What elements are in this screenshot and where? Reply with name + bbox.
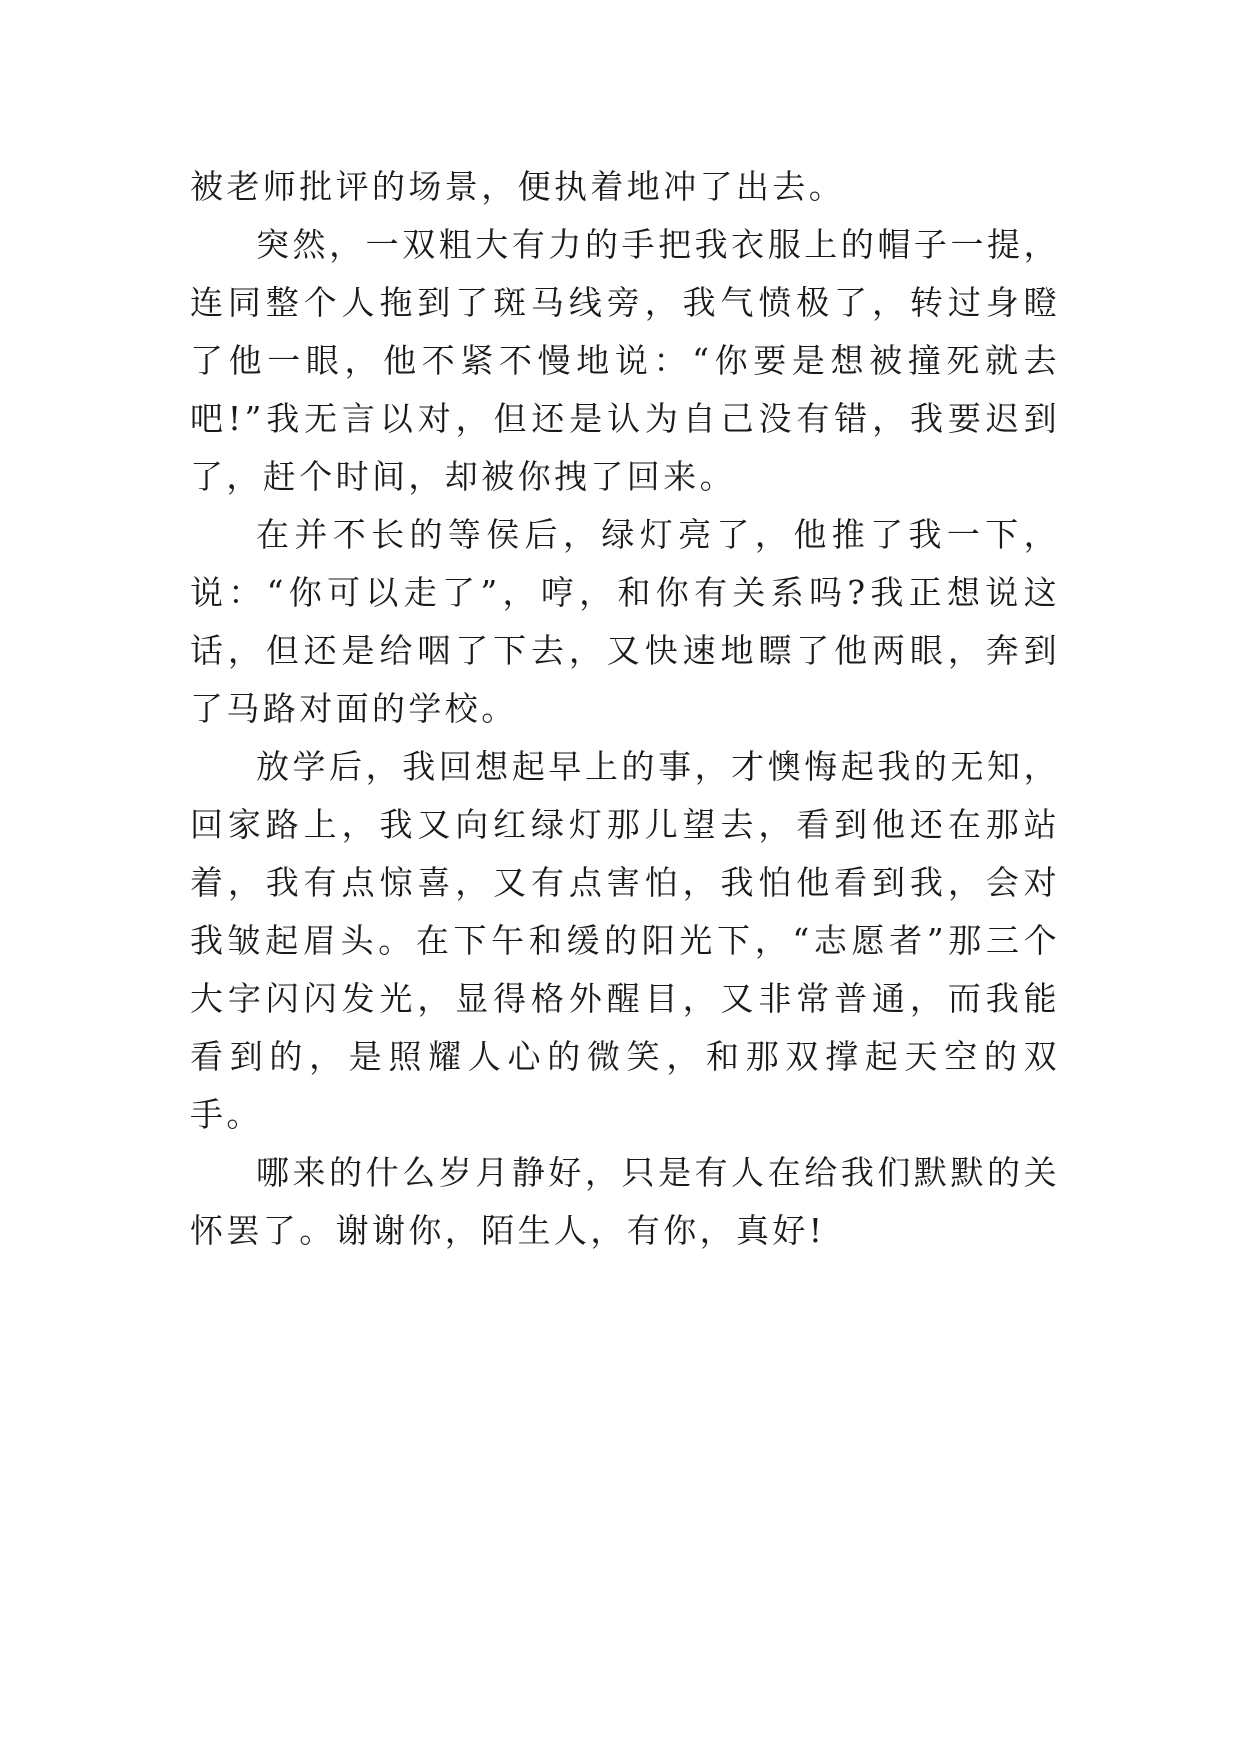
paragraph-1: 被老师批评的场景，便执着地冲了出去。 [190, 167, 846, 206]
paragraph-2: 突然，一双粗大有力的手把我衣服上的帽子一提，连同整个人拖到了斑马线旁，我气愤极了，转过身瞪了他一眼，他不紧不慢地说：“你要是想被撞死就去吧!”我无言以对，但还是认为自己没有错，我要迟到了，赶个时间，却被你拽了回来。 [190, 225, 1060, 496]
paragraph-3: 在并不长的等侯后，绿灯亮了，他推了我一下，说：“你可以走了”，哼，和你有关系吗?我正想说这话，但还是给咽了下去，又快速地瞟了他两眼，奔到了马路对面的学校。 [190, 515, 1060, 728]
paragraph-4: 放学后，我回想起早上的事，才懊悔起我的无知，回家路上，我又向红绿灯那儿望去，看到他还在那站着，我有点惊喜，又有点害怕，我怕他看到我，会对我皱起眉头。在下午和缓的阳光下，“志愿者”那三个大字闪闪发光，显得格外醒目，又非常普通，而我能看到的，是照耀人心的微笑，和那双撑起天空的双手。 [190, 747, 1060, 1134]
paragraph-5: 哪来的什么岁月静好，只是有人在给我们默默的关怀罢了。谢谢你，陌生人，有你，真好! [190, 1153, 1060, 1250]
document-body [190, 158, 1060, 1260]
